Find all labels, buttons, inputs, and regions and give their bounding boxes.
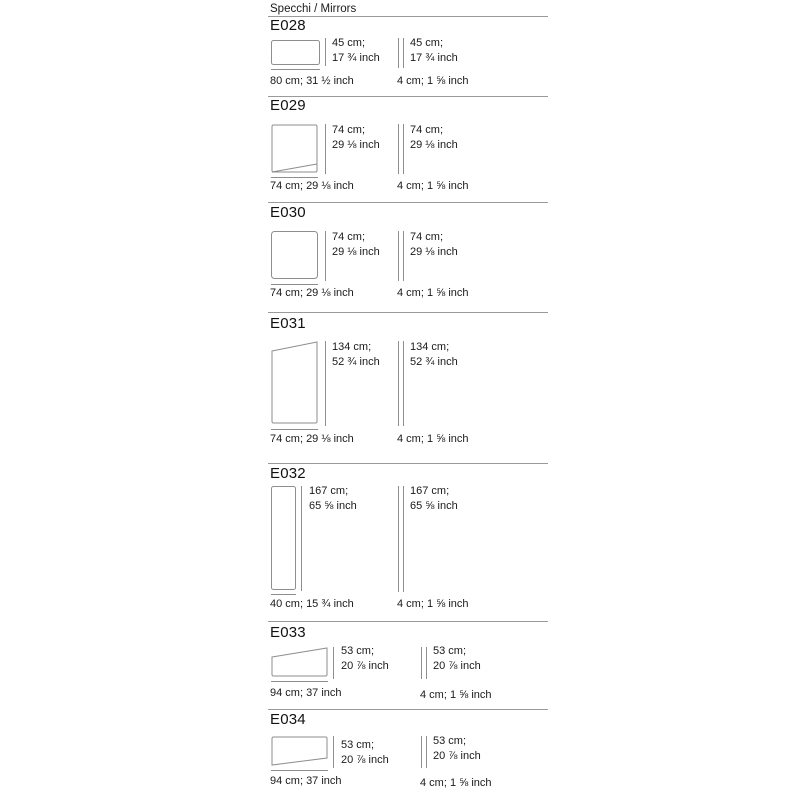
depth-label: 4 cm; 1 ⅝ inch [397, 433, 469, 445]
side-height-label: 74 cm; 29 ⅛ inch [410, 124, 458, 151]
section-divider [268, 709, 548, 710]
mirror-front-drawing [271, 231, 319, 281]
front-height-label: 74 cm; 29 ⅛ inch [332, 231, 380, 258]
side-height-label: 134 cm; 52 ¾ inch [410, 341, 458, 368]
product-code: E032 [270, 465, 306, 482]
side-height-label: 74 cm; 29 ⅛ inch [410, 231, 458, 258]
width-dimension-line [271, 681, 328, 682]
depth-label: 4 cm; 1 ⅝ inch [397, 287, 469, 299]
height-dimension-line [325, 231, 326, 281]
mirror-front-drawing [271, 40, 321, 66]
width-dimension-line [271, 770, 328, 771]
product-code: E034 [270, 711, 306, 728]
section-divider [268, 463, 548, 464]
height-dimension-line [333, 647, 334, 679]
side-height-label: 53 cm; 20 ⅞ inch [433, 735, 481, 762]
height-dimension-line [333, 736, 334, 768]
section-divider [268, 312, 548, 313]
width-label: 94 cm; 37 inch [270, 775, 342, 787]
mirror-side-drawing [398, 38, 404, 68]
product-code: E031 [270, 315, 306, 332]
product-code: E028 [270, 17, 306, 34]
mirror-side-drawing [398, 486, 404, 592]
header-divider [268, 16, 548, 17]
front-height-label: 134 cm; 52 ¾ inch [332, 341, 380, 368]
product-e033 [268, 625, 548, 709]
product-e032 [268, 466, 548, 621]
product-code: E029 [270, 97, 306, 114]
height-dimension-line [325, 124, 326, 174]
width-dimension-line [271, 284, 318, 285]
height-dimension-line [325, 341, 326, 426]
mirror-side-drawing [398, 231, 404, 281]
front-height-label: 45 cm; 17 ¾ inch [332, 37, 380, 64]
side-height-label: 167 cm; 65 ⅝ inch [410, 485, 458, 512]
height-dimension-line [301, 486, 302, 591]
product-code: E033 [270, 624, 306, 641]
mirror-side-drawing [421, 647, 427, 679]
width-dimension-line [271, 69, 320, 70]
section-divider [268, 202, 548, 203]
product-e028 [268, 18, 548, 94]
catalog-header: Specchi / Mirrors [270, 3, 357, 15]
product-e031 [268, 316, 548, 462]
width-label: 40 cm; 15 ¾ inch [270, 598, 354, 610]
front-height-label: 53 cm; 20 ⅞ inch [341, 645, 389, 672]
mirror-front-drawing [271, 124, 319, 174]
width-dimension-line [271, 177, 318, 178]
depth-label: 4 cm; 1 ⅝ inch [420, 777, 492, 789]
section-divider [268, 96, 548, 97]
width-dimension-line [271, 594, 296, 595]
mirror-front-drawing [271, 736, 329, 768]
width-label: 94 cm; 37 inch [270, 687, 342, 699]
mirror-front-drawing [271, 341, 319, 425]
width-dimension-line [271, 429, 318, 430]
front-height-label: 74 cm; 29 ⅛ inch [332, 124, 380, 151]
width-label: 74 cm; 29 ⅛ inch [270, 180, 354, 192]
width-label: 74 cm; 29 ⅛ inch [270, 287, 354, 299]
height-dimension-line [325, 38, 326, 66]
side-height-label: 53 cm; 20 ⅞ inch [433, 645, 481, 672]
mirror-front-drawing [271, 486, 297, 592]
section-divider [268, 621, 548, 622]
width-label: 74 cm; 29 ⅛ inch [270, 433, 354, 445]
product-code: E030 [270, 204, 306, 221]
depth-label: 4 cm; 1 ⅝ inch [420, 689, 492, 701]
width-label: 80 cm; 31 ½ inch [270, 75, 354, 87]
side-height-label: 45 cm; 17 ¾ inch [410, 37, 458, 64]
product-e030 [268, 205, 548, 311]
mirror-side-drawing [398, 341, 404, 426]
mirror-side-drawing [421, 736, 427, 768]
depth-label: 4 cm; 1 ⅝ inch [397, 598, 469, 610]
depth-label: 4 cm; 1 ⅝ inch [397, 180, 469, 192]
front-height-label: 167 cm; 65 ⅝ inch [309, 485, 357, 512]
mirror-front-drawing [271, 647, 329, 679]
product-e029 [268, 98, 548, 202]
front-height-label: 53 cm; 20 ⅞ inch [341, 739, 389, 766]
mirror-side-drawing [398, 124, 404, 174]
depth-label: 4 cm; 1 ⅝ inch [397, 75, 469, 87]
product-e034 [268, 712, 548, 798]
